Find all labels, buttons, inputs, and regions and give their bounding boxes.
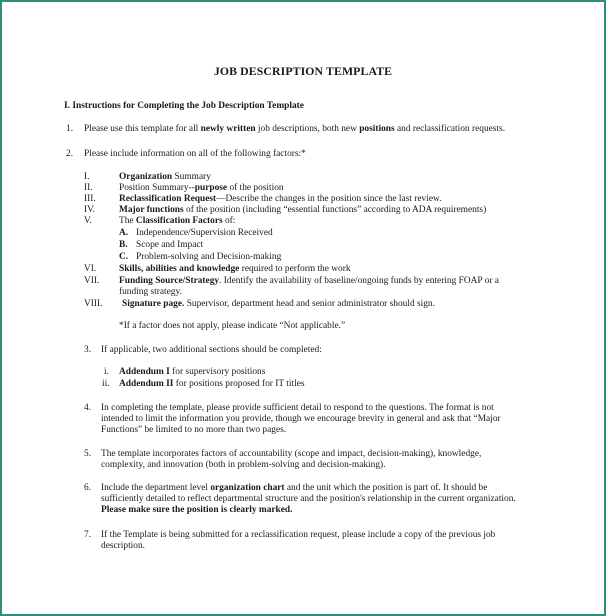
factor-item: The Classification Factors of: <box>119 216 236 226</box>
item-5-number: 5. <box>84 449 92 459</box>
factor-item: Position Summary--purpose of the position <box>119 183 284 193</box>
item-5-line: The template incorporates factors of accountability (scope and impact, decision-making), knowledge, <box>101 449 482 459</box>
factor-numeral: I. <box>84 172 90 182</box>
item-5-line: complexity, and innovation (both in problem-solving and decision-making). <box>101 460 386 470</box>
factor-item: Reclassification Request—Describe the changes in the position since the last review. <box>119 194 442 204</box>
item-3-text: If applicable, two additional sections should be completed: <box>101 345 322 355</box>
item-2-number: 2. <box>66 149 74 159</box>
addendum-roman: ii. <box>102 379 110 389</box>
item-7-line: If the Template is being submitted for a reclassification request, please include a copy of the previous job <box>101 530 496 540</box>
item-4-line: Functions” be limited to no more than two pages. <box>101 425 287 435</box>
factor-numeral: IV. <box>84 205 96 215</box>
factor-numeral: V. <box>84 216 92 226</box>
item-7-number: 7. <box>84 530 92 540</box>
item-6-number: 6. <box>84 483 92 493</box>
class-factor-letter: B. <box>119 240 128 250</box>
class-factor-text: Scope and Impact <box>136 240 204 250</box>
factor-numeral: VIII. <box>84 299 103 309</box>
factor-item: Funding Source/Strategy. Identify the availability of baseline/ongoing funds by entering FOAP or a <box>119 276 499 286</box>
item-4-line: In completing the template, please provide sufficient detail to respond to the questions. The format is not <box>101 403 494 413</box>
factor-numeral: VI. <box>84 264 97 274</box>
factor-item: Skills, abilities and knowledge required to perform the work <box>119 264 351 274</box>
item-6-line: Include the department level organization chart and the unit which the position is part of. It should be <box>101 483 488 493</box>
class-factor-letter: A. <box>119 228 129 238</box>
addendum-item: Addendum II for positions proposed for IT titles <box>119 379 305 389</box>
item-4-line: intended to limit the information you provide, though we encourage brevity in general and ask that “Major <box>101 414 501 424</box>
item-6-line: Please make sure the position is clearly marked. <box>101 505 293 515</box>
not-applicable-note: *If a factor does not apply, please indicate “Not applicable.” <box>119 321 346 331</box>
factor-numeral: III. <box>84 194 96 204</box>
class-factor-letter: C. <box>119 252 129 262</box>
factor-item-continuation: funding strategy. <box>119 287 182 297</box>
section-heading: I. Instructions for Completing the Job Description Template <box>64 101 304 111</box>
item-4-number: 4. <box>84 403 92 413</box>
factor-item: Major functions of the position (including “essential functions” according to ADA requirements) <box>119 205 487 215</box>
item-6-line: sufficiently detailed to reflect departmental structure and the position's relationship in the current organization. <box>101 494 516 504</box>
class-factor-text: Independence/Supervision Received <box>136 228 273 238</box>
document-title: JOB DESCRIPTION TEMPLATE <box>213 64 393 78</box>
item-1-text: Please use this template for all newly written job descriptions, both new positions and reclassification requests. <box>84 124 506 134</box>
item-2-text: Please include information on all of the following factors:* <box>84 149 306 159</box>
item-7-line: description. <box>101 541 146 551</box>
factor-numeral: VII. <box>84 276 100 286</box>
factor-item: Organization Summary <box>119 172 211 182</box>
factor-item: Signature page. Supervisor, department head and senior administrator should sign. <box>122 299 435 309</box>
addendum-item: Addendum I for supervisory positions <box>119 367 266 377</box>
item-3-number: 3. <box>84 345 92 355</box>
item-1-number: 1. <box>66 124 74 134</box>
factor-numeral: II. <box>84 183 93 193</box>
class-factor-text: Problem-solving and Decision-making <box>136 252 282 262</box>
addendum-roman: i. <box>104 367 109 377</box>
